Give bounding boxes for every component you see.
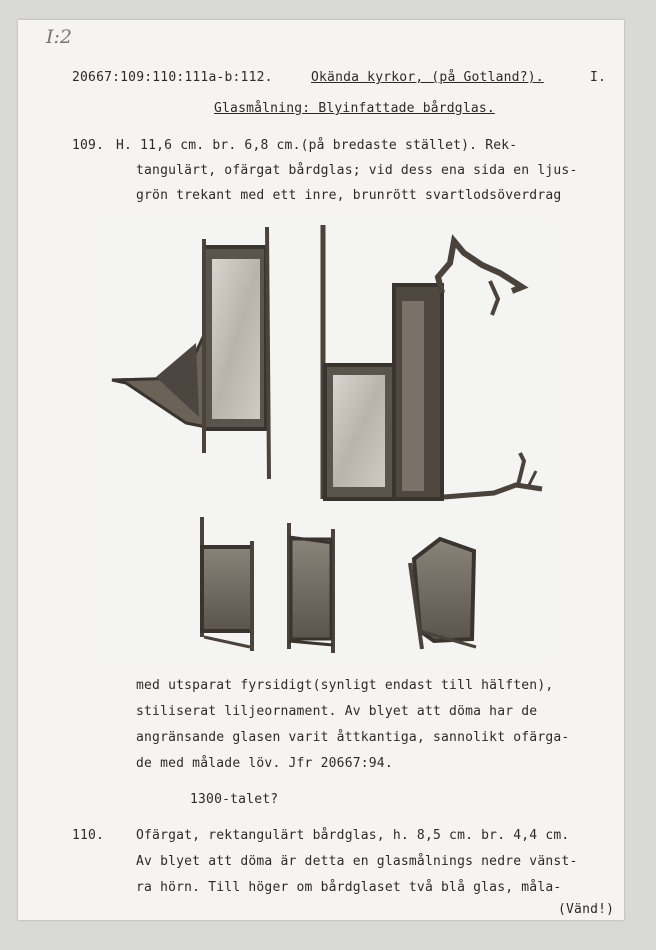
entry-109-line: H. 11,6 cm. br. 6,8 cm.(på bredaste stället). Rek-: [116, 138, 518, 153]
entry-109-line: grön trekant med ett inre, brunrött svartlodsöverdrag: [136, 188, 562, 203]
entry-109-line: stiliserat liljeornament. Av blyet att döma har de: [136, 704, 538, 719]
entry-109-line: med utsparat fyrsidigt(synligt endast till hälften),: [136, 678, 554, 693]
card-title: Okända kyrkor, (på Gotland?).: [311, 70, 544, 85]
glass-fragments-photo: [104, 217, 550, 663]
roman-numeral: I.: [590, 70, 607, 85]
catalog-card: [18, 20, 624, 920]
entry-110-line: Ofärgat, rektangulärt bårdglas, h. 8,5 cm. br. 4,4 cm.: [136, 828, 570, 843]
fragment-109: [112, 227, 269, 479]
card-subtitle: Glasmålning: Blyinfattade bårdglas.: [214, 101, 495, 116]
turn-over-note: (Vänd!): [558, 902, 615, 917]
fragment-112: [410, 539, 476, 649]
fragment-111a: [202, 517, 252, 651]
fragment-111b: [289, 523, 333, 653]
entry-110-line: Av blyet att döma är detta en glasmålnings nedre vänst-: [136, 854, 578, 869]
entry-109-dating: 1300-talet?: [190, 792, 279, 807]
entry-110-line: ra hörn. Till höger om bårdglaset två blå glas, måla-: [136, 880, 562, 895]
entry-109-line: tangulärt, ofärgat bårdglas; vid dess ena sida en ljus-: [136, 163, 578, 178]
entry-109-line: de med målade löv. Jfr 20667:94.: [136, 756, 393, 771]
entry-110-number: 110.: [72, 828, 105, 843]
fragment-110: [323, 225, 542, 499]
pen-mark: I:2: [46, 26, 72, 48]
entry-109-line: angränsande glasen varit åttkantiga, sannolikt ofärga-: [136, 730, 570, 745]
entry-109-number: 109.: [72, 138, 105, 153]
catalog-numbers: 20667:109:110:111a-b:112.: [72, 70, 273, 85]
